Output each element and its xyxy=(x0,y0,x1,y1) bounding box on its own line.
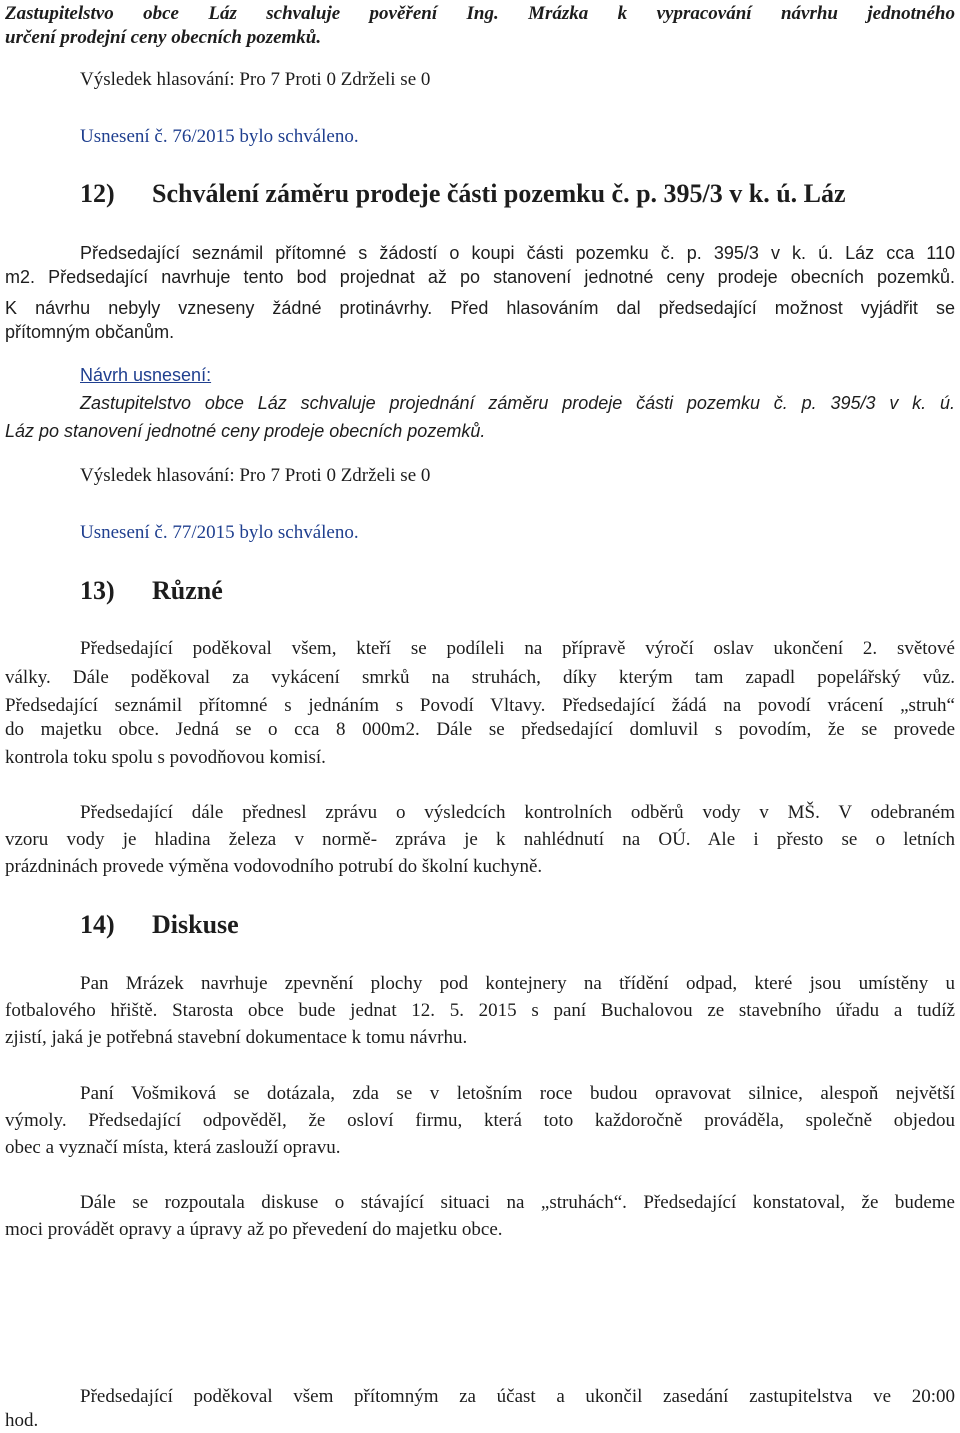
paragraph-line: Předsedající dále přednesl zprávu o výsledcích kontrolních odběrů vody v MŠ. V odebraném xyxy=(80,802,955,823)
section-heading-12 xyxy=(80,179,846,209)
paragraph-line: Dále se rozpoutala diskuse o stávající situaci na „struhách“. Předsedající konstatoval, že budeme xyxy=(80,1192,955,1213)
closing-line: hod. xyxy=(5,1410,39,1431)
paragraph-line: prázdninách provede výměna vodovodního potrubí do školní kuchyně. xyxy=(5,856,543,877)
section-heading-14 xyxy=(80,910,239,940)
proposal-line: Láz po stanovení jednotné ceny prodeje obecních pozemků. xyxy=(5,421,486,441)
vote-result: Výsledek hlasování: Pro 7 Proti 0 Zdrželi se 0 xyxy=(80,465,431,486)
paragraph-line: K návrhu nebyly vzneseny žádné protinávrhy. Před hlasováním dal předsedající možnost vyjádřit se xyxy=(5,298,955,318)
section-number: 13) xyxy=(80,576,115,605)
resolution-approved: Usnesení č. 77/2015 bylo schváleno. xyxy=(80,522,359,543)
paragraph-line: do majetku obce. Jedná se o cca 8 000m2. Dále se předsedající domluvil s povodím, že se provede xyxy=(5,719,955,740)
section-title: Různé xyxy=(152,576,223,605)
vote-result: Výsledek hlasování: Pro 7 Proti 0 Zdrželi se 0 xyxy=(80,69,431,90)
resolution-approved: Usnesení č. 76/2015 bylo schváleno. xyxy=(80,126,359,147)
section-number: 14) xyxy=(80,910,115,939)
paragraph-line: výmoly. Předsedající odpověděl, že osloví firmu, která toto každoročně prováděla, společně objedou xyxy=(5,1110,955,1131)
paragraph-line: Předsedající seznámil přítomné s žádostí o koupi části pozemku č. p. 395/3 v k. ú. Láz cca 110 xyxy=(80,243,955,263)
proposal-line: Zastupitelstvo obce Láz schvaluje projednání záměru prodeje části pozemku č. p. 395/3 v k. ú. xyxy=(80,393,955,413)
resolution-text-line: Zastupitelstvo obce Láz schvaluje pověření Ing. Mrázka k vypracování návrhu jednotného xyxy=(5,3,955,24)
proposal-label: Návrh usnesení: xyxy=(80,365,212,385)
section-heading-13 xyxy=(80,576,223,606)
paragraph-line: Pan Mrázek navrhuje zpevnění plochy pod kontejnery na třídění odpad, které jsou umístěny u xyxy=(80,973,955,994)
section-title: Diskuse xyxy=(152,910,239,939)
closing-line: Předsedající poděkoval všem přítomným za účast a ukončil zasedání zastupitelstva ve 20:00 xyxy=(80,1386,955,1407)
resolution-text-line: určení prodejní ceny obecních pozemků. xyxy=(5,27,322,48)
paragraph-line: Předsedající seznámil přítomné s jednáním s Povodí Vltavy. Předsedající žádá na povodí vrácení „struh“ xyxy=(5,695,955,716)
paragraph-line: obec a vyznačí místa, která zaslouží opravu. xyxy=(5,1137,341,1158)
paragraph-line: Předsedající poděkoval všem, kteří se podíleli na přípravě výročí oslav ukončení 2. světové xyxy=(80,638,955,659)
section-number: 12) xyxy=(80,179,115,208)
paragraph-line: fotbalového hřiště. Starosta obce bude jednat 12. 5. 2015 s paní Buchalovou ze stavebního úřadu a tudíž xyxy=(5,1000,955,1021)
section-title: Schválení záměru prodeje části pozemku č. p. 395/3 v k. ú. Láz xyxy=(152,179,846,208)
paragraph-line: Paní Vošmiková se dotázala, zda se v letošním roce budou opravovat silnice, alespoň největší xyxy=(80,1083,955,1104)
paragraph-line: přítomným občanům. xyxy=(5,322,175,342)
paragraph-line: války. Dále poděkoval za vykácení smrků na struhách, díky kterým tam zapadl popelářský vůz. xyxy=(5,667,955,688)
paragraph-line: moci provádět opravy a úpravy až po převedení do majetku obce. xyxy=(5,1219,503,1240)
paragraph-line: vzoru vody je hladina železa v normě- zpráva je k nahlédnutí na OÚ. Ale i přesto se o letních xyxy=(5,829,955,850)
paragraph-line: m2. Předsedající navrhuje tento bod projednat až po stanovení jednotné ceny prodeje obecních pozemků. xyxy=(5,267,955,287)
paragraph-line: kontrola toku spolu s povodňovou komisí. xyxy=(5,747,326,768)
paragraph-line: zjistí, jaká je potřebná stavební dokumentace k tomu návrhu. xyxy=(5,1027,468,1048)
